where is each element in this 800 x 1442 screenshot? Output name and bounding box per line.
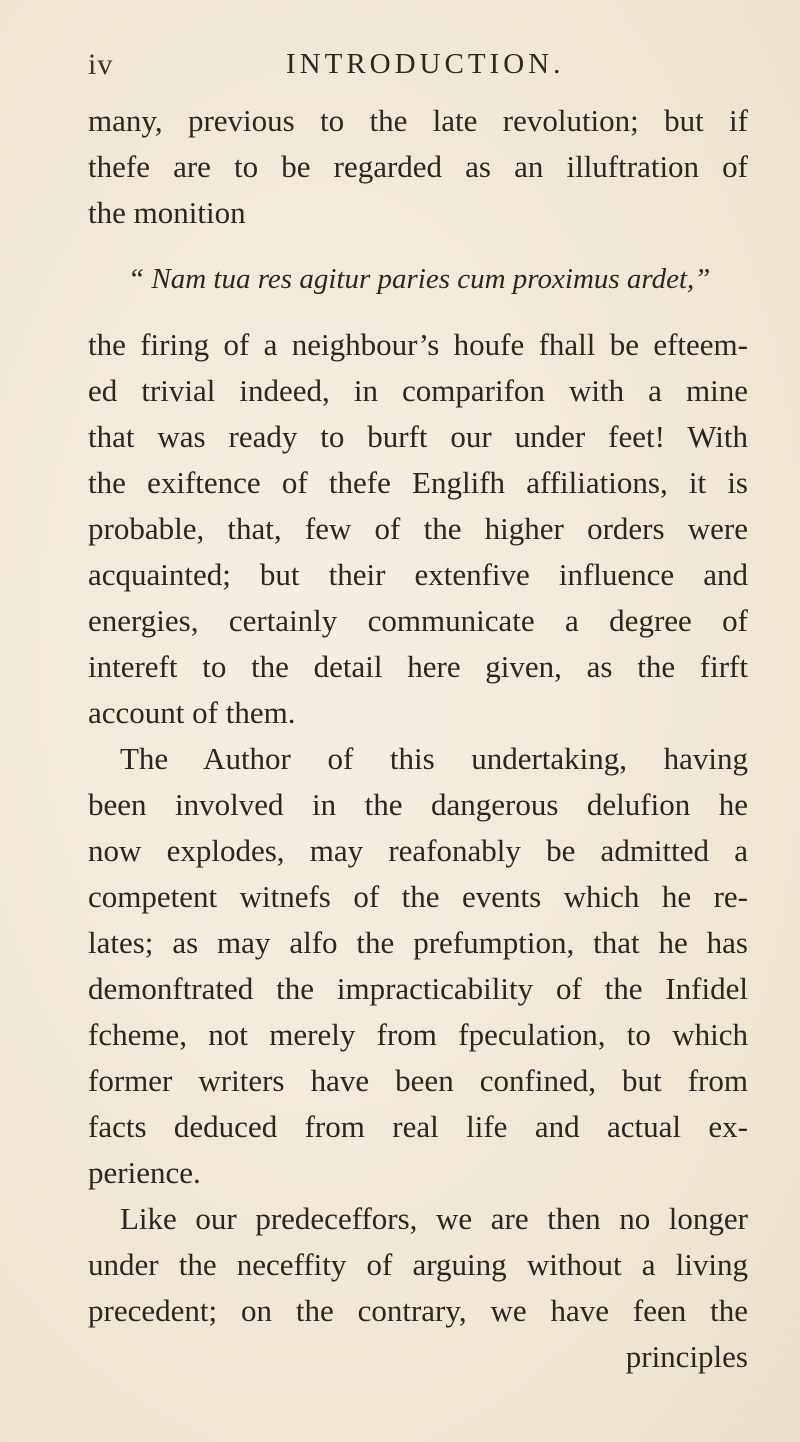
text-line: probable, that, few of the higher orders were: [88, 511, 748, 546]
paragraph-start-line: Like our predeceffors, we are then no longer: [120, 1201, 748, 1236]
text-line: perience.: [88, 1155, 201, 1190]
text-line: that was ready to burft our under feet! With: [88, 419, 748, 454]
text-line: under the neceffity of arguing without a living: [88, 1247, 748, 1282]
text-line: many, previous to the late revolution; but if: [88, 103, 748, 138]
text-line: fcheme, not merely from fpeculation, to which: [88, 1017, 748, 1052]
text-line: ed trivial indeed, in comparifon with a mine: [88, 373, 748, 408]
text-line: the firing of a neighbour’s houfe fhall be efteem-: [88, 327, 748, 362]
latin-quotation: “ Nam tua res agitur paries cum proximus ardet,”: [128, 263, 711, 295]
body-text: [88, 98, 748, 1380]
text-line: been involved in the dangerous delufion he: [88, 787, 748, 822]
text-line: the exiftence of thefe Englifh affiliations, it is: [88, 465, 748, 500]
text-line: former writers have been confined, but from: [88, 1063, 748, 1098]
text-line: energies, certainly communicate a degree of: [88, 603, 748, 638]
running-head: INTRODUCTION.: [286, 48, 565, 80]
text-line: competent witnefs of the events which he re-: [88, 879, 748, 914]
text-line: now explodes, may reafonably be admitted a: [88, 833, 748, 868]
text-line: demonftrated the impracticability of the Infidel: [88, 971, 748, 1006]
text-line: precedent; on the contrary, we have feen the: [88, 1293, 748, 1328]
text-line: thefe are to be regarded as an illuftration of: [88, 149, 748, 184]
text-line: the monition: [88, 195, 246, 230]
paragraph-start-line: The Author of this undertaking, having: [120, 741, 748, 776]
text-line: facts deduced from real life and actual ex-: [88, 1109, 748, 1144]
text-line: account of them.: [88, 695, 296, 730]
text-line: intereft to the detail here given, as the firft: [88, 649, 748, 684]
page-number: iv: [88, 48, 114, 81]
catchword: principles: [625, 1339, 748, 1374]
page-header: [88, 48, 720, 88]
text-line: lates; as may alfo the prefumption, that he has: [88, 925, 748, 960]
text-line: acquainted; but their extenfive influence and: [88, 557, 748, 592]
